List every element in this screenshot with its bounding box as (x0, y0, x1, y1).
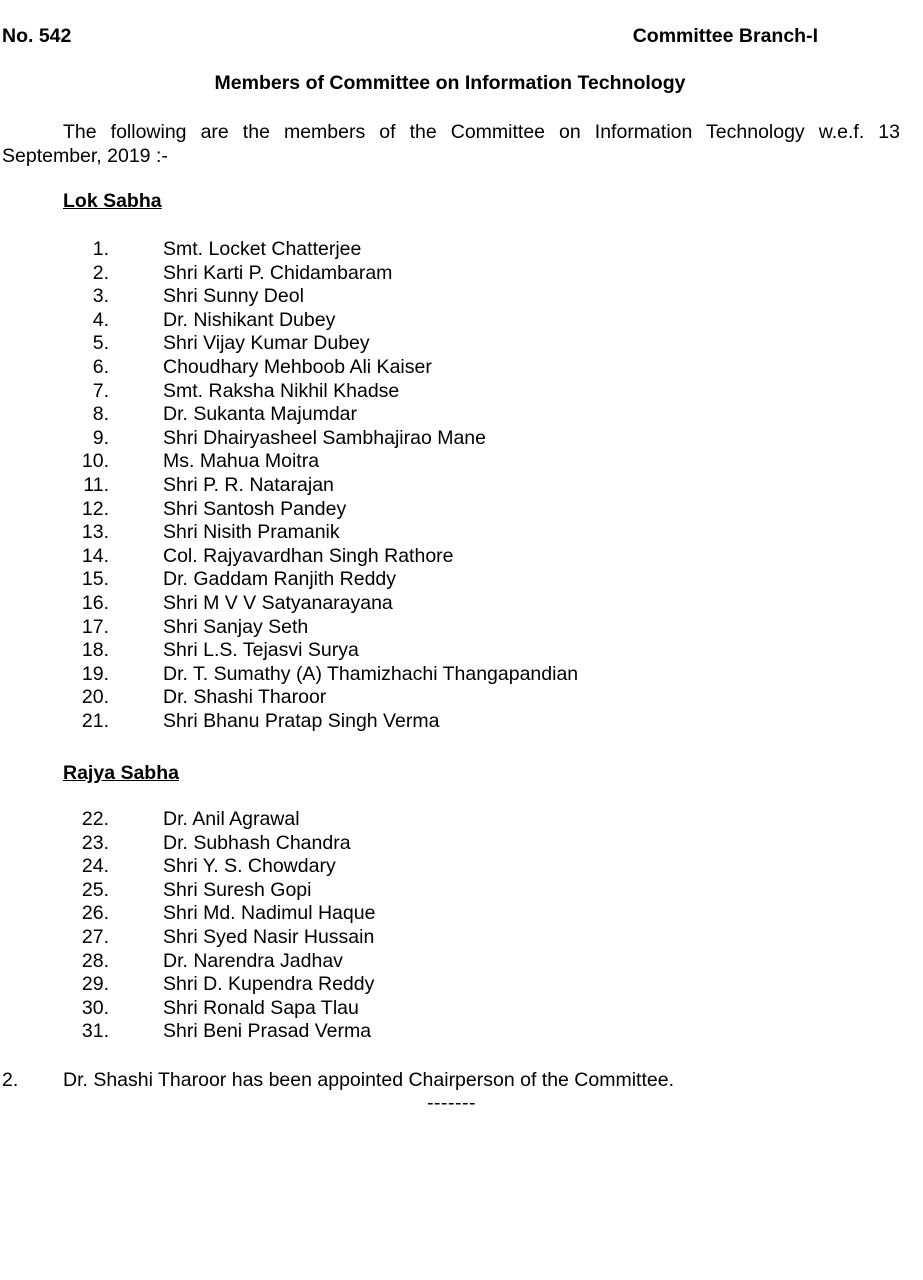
member-name: Col. Rajyavardhan Singh Rathore (163, 544, 454, 567)
member-number: 7. (92, 379, 109, 402)
member-number: 11. (83, 473, 109, 496)
member-number: 17. (81, 615, 109, 638)
lok-sabha-heading: Lok Sabha (63, 190, 162, 212)
member-number: 5. (92, 332, 109, 355)
rajya-sabha-heading: Rajya Sabha (63, 762, 179, 784)
page-title: Members of Committee on Information Technology (214, 72, 686, 94)
member-number: 25. (81, 878, 109, 901)
member-name: Shri Md. Nadimul Haque (163, 902, 376, 925)
member-name: Dr. Subhash Chandra (163, 831, 351, 854)
end-mark: ------- (427, 1092, 476, 1114)
member-name: Dr. Shashi Tharoor (163, 686, 327, 709)
member-number: 1. (92, 238, 109, 260)
member-number: 15. (81, 568, 109, 591)
member-name: Shri Sunny Deol (163, 285, 304, 308)
member-name: Shri Sanjay Seth (163, 615, 309, 638)
member-name: Shri Karti P. Chidambaram (163, 261, 393, 284)
note-number: 2. (2, 1069, 19, 1091)
member-number: 2. (92, 261, 109, 284)
member-name: Shri L.S. Tejasvi Surya (163, 639, 359, 662)
member-name: Dr. Narendra Jadhav (163, 949, 343, 972)
member-number: 3. (92, 285, 109, 308)
member-number: 14. (81, 544, 109, 567)
member-name: Shri Suresh Gopi (163, 878, 312, 901)
intro-line-2: September, 2019 :- (2, 145, 168, 167)
member-name: Shri Beni Prasad Verma (163, 1020, 372, 1043)
member-name: Shri D. Kupendra Reddy (163, 973, 375, 996)
member-number: 27. (81, 925, 109, 948)
member-number: 31. (81, 1020, 109, 1043)
intro-line-1: The following are the members of the Committee on Information Technology w.e.f. 13 (63, 121, 900, 143)
member-name: Shri Santosh Pandey (163, 497, 347, 520)
member-number: 19. (81, 662, 109, 685)
member-number: 23. (81, 831, 109, 854)
member-number: 10. (81, 450, 109, 473)
intro-paragraph (2, 120, 900, 168)
member-number: 26. (81, 902, 109, 925)
member-name: Dr. Nishikant Dubey (163, 308, 336, 331)
member-number: 29. (81, 973, 109, 996)
member-number: 21. (81, 709, 109, 732)
bulletin-number: No. 542 (2, 25, 72, 47)
member-number: 16. (81, 591, 109, 614)
member-number: 8. (92, 403, 109, 426)
member-name: Smt. Raksha Nikhil Khadse (163, 379, 400, 402)
member-name: Ms. Mahua Moitra (163, 450, 320, 473)
member-name: Dr. Gaddam Ranjith Reddy (163, 568, 397, 591)
member-name: Shri Nisith Pramanik (163, 521, 340, 544)
member-name: Shri Dhairyasheel Sambhajirao Mane (163, 426, 486, 449)
member-name: Dr. T. Sumathy (A) Thamizhachi Thangapandian (163, 662, 579, 685)
member-name: Shri Bhanu Pratap Singh Verma (163, 709, 440, 732)
member-name: Shri P. R. Natarajan (163, 473, 334, 496)
member-name: Choudhary Mehboob Ali Kaiser (163, 355, 432, 378)
branch-name: Committee Branch-I (632, 25, 818, 47)
member-number: 9. (92, 426, 109, 449)
member-name: Shri Y. S. Chowdary (163, 855, 336, 878)
member-name: Shri Vijay Kumar Dubey (163, 332, 370, 355)
member-number: 28. (81, 949, 109, 972)
member-number: 24. (81, 855, 109, 878)
member-name: Dr. Sukanta Majumdar (163, 403, 358, 426)
member-number: 18. (81, 639, 109, 662)
member-number: 6. (92, 355, 109, 378)
member-name: Smt. Locket Chatterjee (163, 238, 362, 260)
member-name: Shri Ronald Sapa Tlau (163, 996, 359, 1019)
member-number: 13. (81, 521, 109, 544)
note-text: Dr. Shashi Tharoor has been appointed Chairperson of the Committee. (63, 1069, 674, 1091)
member-name: Shri Syed Nasir Hussain (163, 925, 375, 948)
member-number: 22. (81, 808, 109, 830)
member-name: Shri M V V Satyanarayana (163, 591, 393, 614)
member-number: 30. (81, 996, 109, 1019)
member-name: Dr. Anil Agrawal (163, 808, 300, 830)
member-number: 4. (92, 308, 109, 331)
member-number: 12. (81, 497, 109, 520)
member-number: 20. (81, 686, 109, 709)
